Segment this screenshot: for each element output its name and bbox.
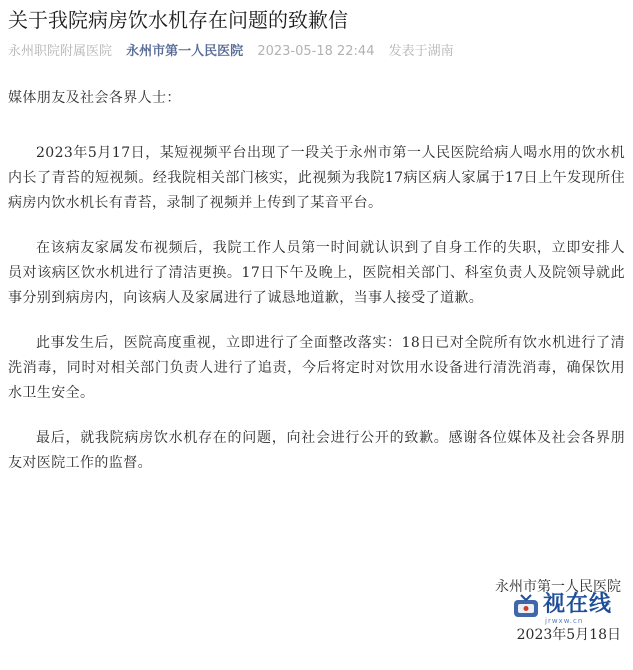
meta-author: 永州职院附属医院	[8, 44, 113, 59]
signature-date: 2023年5月18日	[516, 627, 621, 643]
signature-block	[495, 574, 621, 670]
meta-location: 发表于湖南	[388, 44, 454, 59]
article-body	[8, 86, 625, 496]
signature-org: 永州市第一人民医院	[495, 579, 621, 595]
meta-account-link[interactable]: 永州市第一人民医院	[126, 44, 244, 59]
paragraph-4: 最后，就我院病房饮水机存在的问题，向社会进行公开的致歉。感谢各位媒体及社会各界朋友对医院工作的监督。	[8, 430, 625, 471]
article-meta	[8, 42, 627, 62]
watermark-text: 视在线	[543, 591, 613, 617]
paragraph-3: 此事发生后，医院高度重视，立即进行了全面整改落实：18日已对全院所有饮水机进行了清洗消毒，同时对相关部门负责人进行了追责，今后将定时对饮用水设备进行清洗消毒，确保饮用水卫生安全。	[8, 335, 625, 401]
paragraph-1: 2023年5月17日，某短视频平台出现了一段关于永州市第一人民医院给病人喝水用的饮水机内长了青苔的短视频。经我院相关部门核实，此视频为我院17病区病人家属于17日上午发现所住病房内饮水机长有青苔，录制了视频并上传到了某音平台。	[8, 145, 625, 211]
article-title: 关于我院病房饮水机存在问题的致歉信	[8, 8, 348, 32]
watermark-sub: jrwxw.cn	[545, 617, 584, 625]
salutation: 媒体朋友及社会各界人士：	[8, 90, 181, 106]
paragraph-2: 在该病友家属发布视频后，我院工作人员第一时间就认识到了自身工作的失职，立即安排人员对该病区饮水机进行了清洁更换。17日下午及晚上，医院相关部门、科室负责人及院领导就此事分别到病房内，向该病人及家属进行了诚恳地道歉，当事人接受了道歉。	[8, 240, 625, 306]
meta-datetime: 2023-05-18 22:44	[257, 44, 375, 59]
